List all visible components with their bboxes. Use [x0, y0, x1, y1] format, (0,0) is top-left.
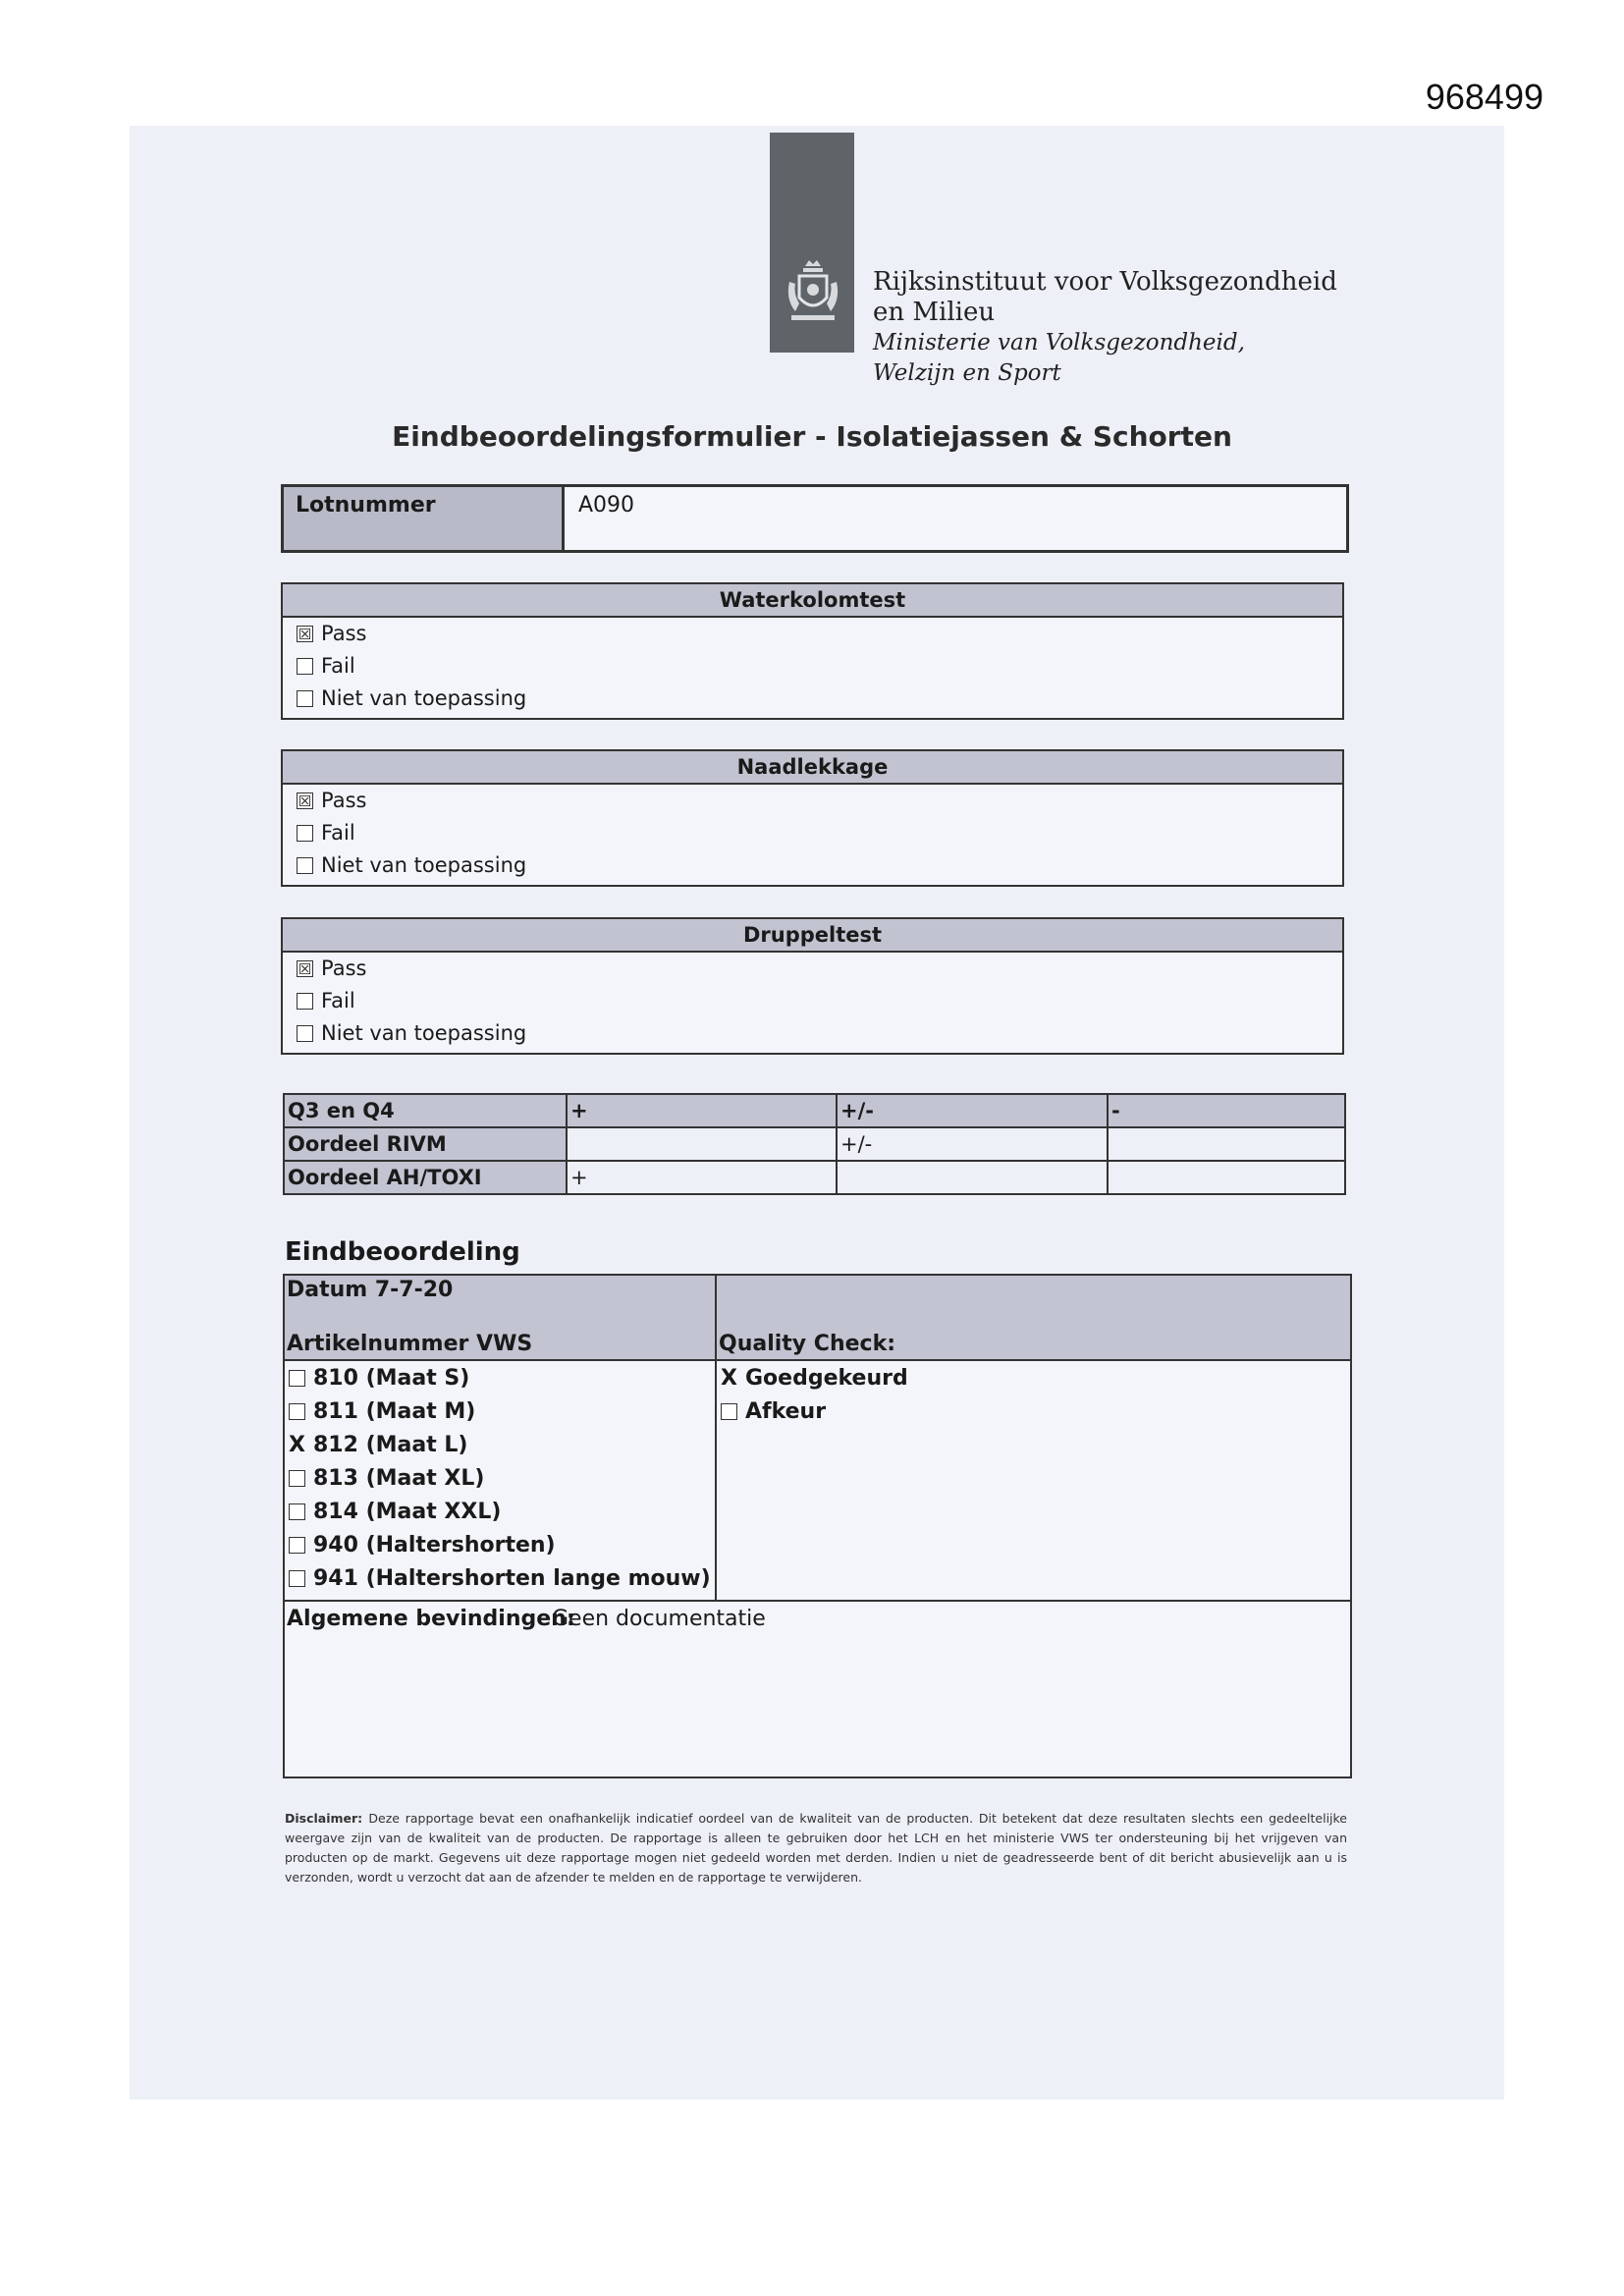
- article-item[interactable]: [289, 1366, 469, 1391]
- option-label: Fail: [321, 654, 355, 678]
- disclaimer-text: Deze rapportage bevat een onafhankelijk indicatief oordeel van de kwaliteit van de producten. Dit betekent dat deze resultaten slechts een gedeeltelijke weergave zijn van de kwaliteit van de producten. De rapportage is alleen te gebruiken door het LCH en het ministerie VWS ter ondersteuning bij het vrijgeven van producten op de markt. Gegevens uit deze rapportage mogen niet gedeeld worden met derden. Indien u niet de geadresseerde bent of dit bericht abusievelijk aan u is verzonden, wordt u verzocht dat aan de afzender te melden en de rapportage te verwijderen.: [285, 1811, 1347, 1885]
- logo-bar: [770, 133, 854, 353]
- findings-value: Geen documentatie: [552, 1607, 766, 1631]
- document-id: 968499: [1425, 77, 1543, 117]
- grid-cell: -: [1108, 1094, 1345, 1127]
- checkbox[interactable]: [297, 825, 313, 842]
- checkbox[interactable]: [297, 690, 313, 707]
- org-name-line2: en Milieu: [873, 298, 996, 327]
- grid-cell: [1108, 1161, 1345, 1194]
- checkbox[interactable]: [289, 1570, 305, 1587]
- article-label: 940 (Haltershorten): [313, 1533, 556, 1558]
- option-pass[interactable]: [297, 789, 366, 812]
- lot-number-label: Lotnummer: [284, 487, 565, 550]
- test-section-druppeltest: [281, 917, 1344, 1055]
- grid-cell: [567, 1127, 837, 1161]
- article-item[interactable]: [289, 1500, 501, 1524]
- article-label: 814 (Maat XXL): [313, 1500, 502, 1524]
- test-section-naadlekkage: [281, 749, 1344, 887]
- lot-number-value: A090: [578, 493, 635, 518]
- option-label: Fail: [321, 821, 355, 845]
- test-header: Waterkolomtest: [283, 584, 1342, 618]
- checkbox[interactable]: X: [289, 1433, 305, 1457]
- disclaimer-label: Disclaimer:: [285, 1811, 363, 1826]
- option-label: Pass: [321, 622, 367, 645]
- lot-number-box: [281, 484, 1349, 553]
- ministry-line2: Welzijn en Sport: [873, 360, 1061, 386]
- royal-crest-icon: [785, 258, 840, 333]
- grid-row-label: Q3 en Q4: [284, 1094, 567, 1127]
- article-label: 813 (Maat XL): [313, 1466, 485, 1491]
- test-header: Naadlekkage: [283, 751, 1342, 785]
- option-fail[interactable]: [297, 654, 355, 678]
- checkbox[interactable]: [297, 658, 313, 675]
- grid-cell: [837, 1161, 1108, 1194]
- article-label: 812 (Maat L): [313, 1433, 468, 1457]
- quality-label: Afkeur: [745, 1399, 827, 1424]
- grid-row-rivm: [284, 1127, 1345, 1161]
- organisation-block: [873, 267, 1337, 389]
- article-label: 810 (Maat S): [313, 1366, 470, 1391]
- checkbox[interactable]: ☒: [298, 959, 312, 978]
- test-header: Druppeltest: [283, 919, 1342, 953]
- quality-check-header: Quality Check:: [719, 1332, 896, 1356]
- option-label: Niet van toepassing: [321, 1021, 527, 1045]
- option-not-applicable[interactable]: [297, 853, 526, 877]
- grid-row-q3q4: [284, 1094, 1345, 1127]
- final-assessment-table: [283, 1274, 1352, 1778]
- option-label: Pass: [321, 789, 367, 812]
- article-item[interactable]: [289, 1433, 467, 1457]
- checkbox[interactable]: [289, 1537, 305, 1554]
- date-label: Datum 7-7-20: [287, 1278, 454, 1302]
- article-item[interactable]: [289, 1566, 711, 1591]
- option-label: Fail: [321, 989, 355, 1012]
- grid-row-label: Oordeel RIVM: [284, 1127, 567, 1161]
- article-item[interactable]: [289, 1533, 556, 1558]
- grid-row-label: Oordeel AH/TOXI: [284, 1161, 567, 1194]
- article-label: 811 (Maat M): [313, 1399, 476, 1424]
- checkbox[interactable]: [289, 1370, 305, 1387]
- option-label: Niet van toepassing: [321, 853, 527, 877]
- final-assessment-heading: Eindbeoordeling: [285, 1237, 520, 1267]
- checkbox[interactable]: [289, 1503, 305, 1520]
- grid-cell: +: [567, 1094, 837, 1127]
- org-name-line1: Rijksinstituut voor Volksgezondheid: [873, 267, 1337, 297]
- form-title: Eindbeoordelingsformulier - Isolatiejassen & Schorten: [392, 420, 1232, 453]
- checkbox[interactable]: [297, 993, 313, 1010]
- option-label: Pass: [321, 957, 367, 980]
- option-fail[interactable]: [297, 821, 355, 845]
- article-label: 941 (Haltershorten lange mouw): [313, 1566, 711, 1591]
- findings-label: Algemene bevindingen:: [287, 1607, 575, 1631]
- quality-label: Goedgekeurd: [745, 1366, 908, 1391]
- grid-cell: +/-: [837, 1094, 1108, 1127]
- checkbox[interactable]: [289, 1470, 305, 1487]
- checkbox[interactable]: ☒: [298, 792, 312, 810]
- findings-divider: [285, 1600, 1350, 1602]
- grid-cell: [1108, 1127, 1345, 1161]
- option-not-applicable[interactable]: [297, 1021, 526, 1045]
- option-label: Niet van toepassing: [321, 686, 527, 710]
- option-not-applicable[interactable]: [297, 686, 526, 710]
- article-item[interactable]: [289, 1399, 475, 1424]
- grid-cell: +/-: [837, 1127, 1108, 1161]
- disclaimer: [285, 1809, 1347, 1887]
- checkbox[interactable]: [289, 1403, 305, 1420]
- option-pass[interactable]: [297, 957, 366, 980]
- option-pass[interactable]: [297, 622, 366, 645]
- article-number-header: Artikelnummer VWS: [287, 1332, 533, 1356]
- quality-item-rejected[interactable]: [721, 1399, 826, 1424]
- ministry-line1: Ministerie van Volksgezondheid,: [873, 330, 1245, 355]
- quality-item-approved[interactable]: [721, 1366, 908, 1391]
- article-item[interactable]: [289, 1466, 484, 1491]
- option-fail[interactable]: [297, 989, 355, 1012]
- checkbox[interactable]: X: [721, 1366, 737, 1391]
- rating-grid: [283, 1093, 1346, 1195]
- column-divider: [715, 1276, 717, 1600]
- checkbox[interactable]: ☒: [298, 625, 312, 643]
- checkbox[interactable]: [721, 1403, 737, 1420]
- grid-cell: +: [567, 1161, 837, 1194]
- test-section-waterkolomtest: [281, 582, 1344, 720]
- checkbox[interactable]: [297, 1025, 313, 1042]
- checkbox[interactable]: [297, 857, 313, 874]
- grid-row-ah-toxi: [284, 1161, 1345, 1194]
